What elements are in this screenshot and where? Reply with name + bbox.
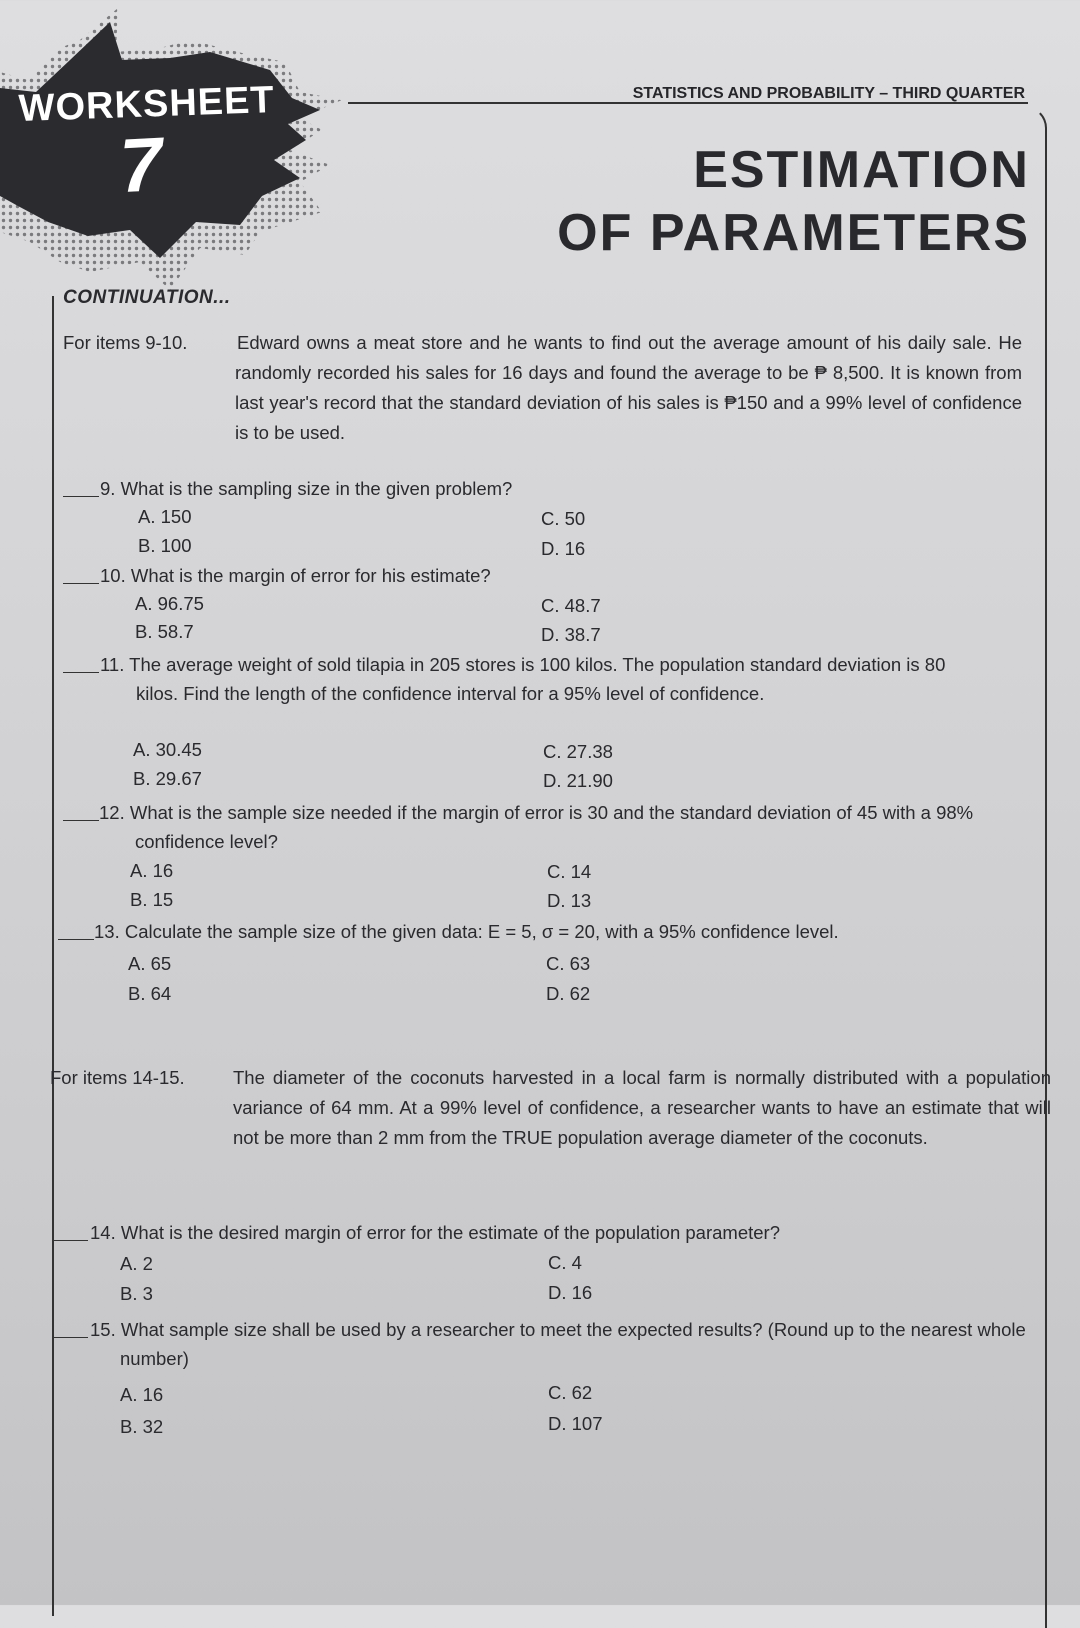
subject-heading: STATISTICS AND PROBABILITY – THIRD QUARTER (632, 85, 1025, 102)
intro-items-9-10 (63, 328, 1038, 453)
title-line-2: OF PARAMETERS (557, 204, 1030, 262)
answer-blank[interactable] (58, 939, 94, 940)
question-stem: 9. What is the sampling size in the given problem? (100, 478, 513, 499)
intro-text: The diameter of the coconuts harvested in a local farm is normally distributed with a population variance of 64 mm. At a 99% level of confidence, a researcher wants to have an estimate that will not be more than 2 mm from the TRUE population average diameter of the coconuts. (233, 1067, 1051, 1148)
option-c: C. 50 (541, 508, 586, 529)
intro-label: For items 14-15. (50, 1067, 185, 1088)
question-12 (63, 798, 1043, 918)
option-b: B. 32 (120, 1416, 164, 1437)
answer-blank[interactable] (63, 496, 99, 497)
question-13 (58, 917, 1048, 1017)
option-a: A. 150 (138, 506, 192, 527)
option-c: C. 48.7 (541, 595, 601, 616)
intro-text: Edward owns a meat store and he wants to find out the average amount of his daily sale. He randomly recorded his sales for 16 days and found the average to be ₱ 8,500. It is known from last year's record that the standard deviation of his sales is ₱150 and a 99% level of confidence is to be used. (235, 332, 1022, 443)
question-stem: 12. What is the sample size needed if the margin of error is 30 and the standard deviation of 45 with a 98% confidence level? (99, 802, 974, 852)
option-c: C. 14 (547, 861, 592, 882)
option-b: B. 15 (130, 889, 174, 910)
option-b: B. 64 (128, 983, 172, 1004)
question-14 (52, 1218, 1042, 1313)
question-11 (63, 650, 1023, 800)
question-stem: 11. The average weight of sold tilapia in 205 stores is 100 kilos. The population standard deviation is 80 kilos. Find the length of the confidence interval for a 95% level of confidence. (100, 654, 946, 704)
question-stem: 10. What is the margin of error for his estimate? (100, 565, 491, 586)
option-a: A. 16 (130, 860, 174, 881)
question-stem: 13. Calculate the sample size of the given data: E = 5, σ = 20, with a 95% confidence level. (94, 921, 839, 942)
option-a: A. 96.75 (135, 593, 204, 614)
option-c: C. 4 (548, 1252, 582, 1273)
option-a: A. 30.45 (133, 739, 202, 760)
answer-blank[interactable] (63, 820, 99, 821)
question-10 (63, 561, 1023, 649)
question-9 (63, 474, 1023, 562)
option-c: C. 63 (546, 953, 591, 974)
option-c: C. 27.38 (543, 741, 613, 762)
answer-blank[interactable] (52, 1337, 88, 1338)
option-c: C. 62 (548, 1382, 593, 1403)
option-d: D. 13 (547, 890, 592, 911)
option-d: D. 38.7 (541, 624, 601, 645)
option-b: B. 100 (138, 535, 192, 556)
question-stem: 14. What is the desired margin of error for the estimate of the population parameter? (90, 1222, 781, 1243)
option-d: D. 62 (546, 983, 591, 1004)
intro-items-14-15 (50, 1063, 1055, 1188)
option-b: B. 58.7 (135, 621, 194, 642)
worksheet-number: 7 (117, 121, 165, 210)
option-d: D. 107 (548, 1413, 603, 1434)
answer-blank[interactable] (52, 1240, 88, 1241)
question-stem: 15. What sample size shall be used by a researcher to meet the expected results? (Round up to the nearest whole number) (90, 1319, 1026, 1369)
option-d: D. 21.90 (543, 770, 613, 791)
answer-blank[interactable] (63, 583, 99, 584)
option-a: A. 16 (120, 1384, 164, 1405)
option-d: D. 16 (548, 1282, 593, 1303)
option-b: B. 29.67 (133, 768, 202, 789)
worksheet-label: WORKSHEET (18, 79, 276, 130)
intro-label: For items 9-10. (63, 332, 188, 353)
question-15 (52, 1315, 1062, 1445)
option-a: A. 65 (128, 953, 172, 974)
option-b: B. 3 (120, 1283, 153, 1304)
option-d: D. 16 (541, 538, 586, 559)
continuation-label: CONTINUATION... (63, 287, 231, 308)
option-a: A. 2 (120, 1253, 153, 1274)
title-line-1: ESTIMATION (693, 141, 1030, 199)
answer-blank[interactable] (63, 672, 99, 673)
